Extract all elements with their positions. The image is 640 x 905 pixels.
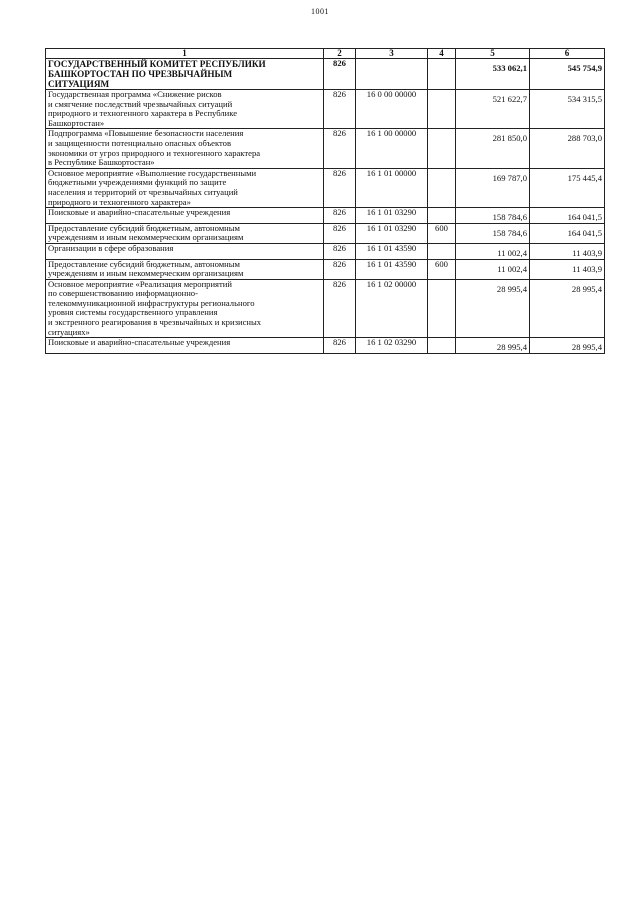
row-vedomstvo-cell: 826 xyxy=(324,59,356,90)
row-csr-cell: 16 1 01 43590 xyxy=(356,243,428,259)
row-name-cell: Поисковые и аварийно-спасательные учреждения xyxy=(46,208,324,224)
row-sum-2-cell: 534 315,5 xyxy=(530,90,605,129)
row-vedomstvo-cell: 826 xyxy=(324,90,356,129)
table-row xyxy=(46,338,605,354)
row-vr-cell xyxy=(428,243,456,259)
row-name-cell: Организации в сфере образования xyxy=(46,243,324,259)
row-vr-cell: 600 xyxy=(428,223,456,243)
page-number: 1001 xyxy=(311,7,329,16)
row-name-cell: Государственная программа «Снижение рисков и смягчение последствий чрезвычайных ситуаций природного и техногенного характера в Республике Башкортостан» xyxy=(46,90,324,129)
column-header-sum-1: 5 xyxy=(456,49,530,59)
column-header-vedomstvo: 2 xyxy=(324,49,356,59)
row-sum-2-cell: 28 995,4 xyxy=(530,338,605,354)
row-csr-cell: 16 1 02 00000 xyxy=(356,279,428,338)
table-body xyxy=(46,59,605,354)
row-vedomstvo-cell: 826 xyxy=(324,129,356,168)
row-vedomstvo-cell: 826 xyxy=(324,259,356,279)
row-sum-1-cell: 28 995,4 xyxy=(456,279,530,338)
row-vedomstvo-cell: 826 xyxy=(324,243,356,259)
row-name-cell: Предоставление субсидий бюджетным, автономным учреждениям и иным некоммерческим организациям xyxy=(46,223,324,243)
row-sum-2-cell: 11 403,9 xyxy=(530,243,605,259)
row-vedomstvo-cell: 826 xyxy=(324,168,356,207)
table-row xyxy=(46,279,605,338)
row-vr-cell xyxy=(428,90,456,129)
row-sum-1-cell: 158 784,6 xyxy=(456,208,530,224)
row-sum-1-cell: 169 787,0 xyxy=(456,168,530,207)
table-row xyxy=(46,243,605,259)
row-sum-2-cell: 288 703,0 xyxy=(530,129,605,168)
table-row xyxy=(46,168,605,207)
row-name-cell: ГОСУДАРСТВЕННЫЙ КОМИТЕТ РЕСПУБЛИКИ БАШКОРТОСТАН ПО ЧРЕЗВЫЧАЙНЫМ СИТУАЦИЯМ xyxy=(46,59,324,90)
row-vr-cell xyxy=(428,208,456,224)
row-vr-cell xyxy=(428,279,456,338)
header-row xyxy=(46,49,605,59)
row-csr-cell: 16 0 00 00000 xyxy=(356,90,428,129)
row-name-cell: Подпрограмма «Повышение безопасности населения и защищенности потенциально опасных объектов экономики от угроз природного и техногенного характера в Республике Башкортостан» xyxy=(46,129,324,168)
row-csr-cell: 16 1 01 00000 xyxy=(356,168,428,207)
row-name-cell: Поисковые и аварийно-спасательные учреждения xyxy=(46,338,324,354)
table-row xyxy=(46,259,605,279)
budget-table xyxy=(45,48,605,354)
row-csr-cell: 16 1 01 03290 xyxy=(356,208,428,224)
row-csr-cell: 16 1 00 00000 xyxy=(356,129,428,168)
table-row xyxy=(46,223,605,243)
row-vedomstvo-cell: 826 xyxy=(324,279,356,338)
column-header-csr: 3 xyxy=(356,49,428,59)
row-name-cell: Основное мероприятие «Выполнение государственными бюджетными учреждениями функций по защите населения и территорий от чрезвычайных ситуаций природного и техногенного характера» xyxy=(46,168,324,207)
row-sum-1-cell: 158 784,6 xyxy=(456,223,530,243)
column-header-sum-2: 6 xyxy=(530,49,605,59)
row-csr-cell: 16 1 01 43590 xyxy=(356,259,428,279)
row-sum-2-cell: 545 754,9 xyxy=(530,59,605,90)
column-header-vr: 4 xyxy=(428,49,456,59)
row-vedomstvo-cell: 826 xyxy=(324,223,356,243)
column-header-name: 1 xyxy=(46,49,324,59)
row-sum-2-cell: 28 995,4 xyxy=(530,279,605,338)
row-vr-cell: 600 xyxy=(428,259,456,279)
row-sum-1-cell: 28 995,4 xyxy=(456,338,530,354)
row-sum-1-cell: 281 850,0 xyxy=(456,129,530,168)
row-sum-2-cell: 175 445,4 xyxy=(530,168,605,207)
row-sum-2-cell: 11 403,9 xyxy=(530,259,605,279)
row-sum-2-cell: 164 041,5 xyxy=(530,223,605,243)
table-row xyxy=(46,129,605,168)
row-vr-cell xyxy=(428,59,456,90)
row-sum-2-cell: 164 041,5 xyxy=(530,208,605,224)
table-row xyxy=(46,208,605,224)
table-row xyxy=(46,90,605,129)
row-name-cell: Основное мероприятие «Реализация мероприятий по совершенствованию информационно- телекоммуникационной инфраструктуры регионального уровня системы государственного управления и экстренного реагирования в чрезвычайных и кризисных ситуациях» xyxy=(46,279,324,338)
row-vr-cell xyxy=(428,338,456,354)
row-sum-1-cell: 11 002,4 xyxy=(456,259,530,279)
row-csr-cell xyxy=(356,59,428,90)
row-csr-cell: 16 1 02 03290 xyxy=(356,338,428,354)
row-vr-cell xyxy=(428,129,456,168)
row-sum-1-cell: 521 622,7 xyxy=(456,90,530,129)
table-row xyxy=(46,59,605,90)
row-csr-cell: 16 1 01 03290 xyxy=(356,223,428,243)
row-sum-1-cell: 11 002,4 xyxy=(456,243,530,259)
row-name-cell: Предоставление субсидий бюджетным, автономным учреждениям и иным некоммерческим организациям xyxy=(46,259,324,279)
row-sum-1-cell: 533 062,1 xyxy=(456,59,530,90)
row-vr-cell xyxy=(428,168,456,207)
row-vedomstvo-cell: 826 xyxy=(324,338,356,354)
row-vedomstvo-cell: 826 xyxy=(324,208,356,224)
